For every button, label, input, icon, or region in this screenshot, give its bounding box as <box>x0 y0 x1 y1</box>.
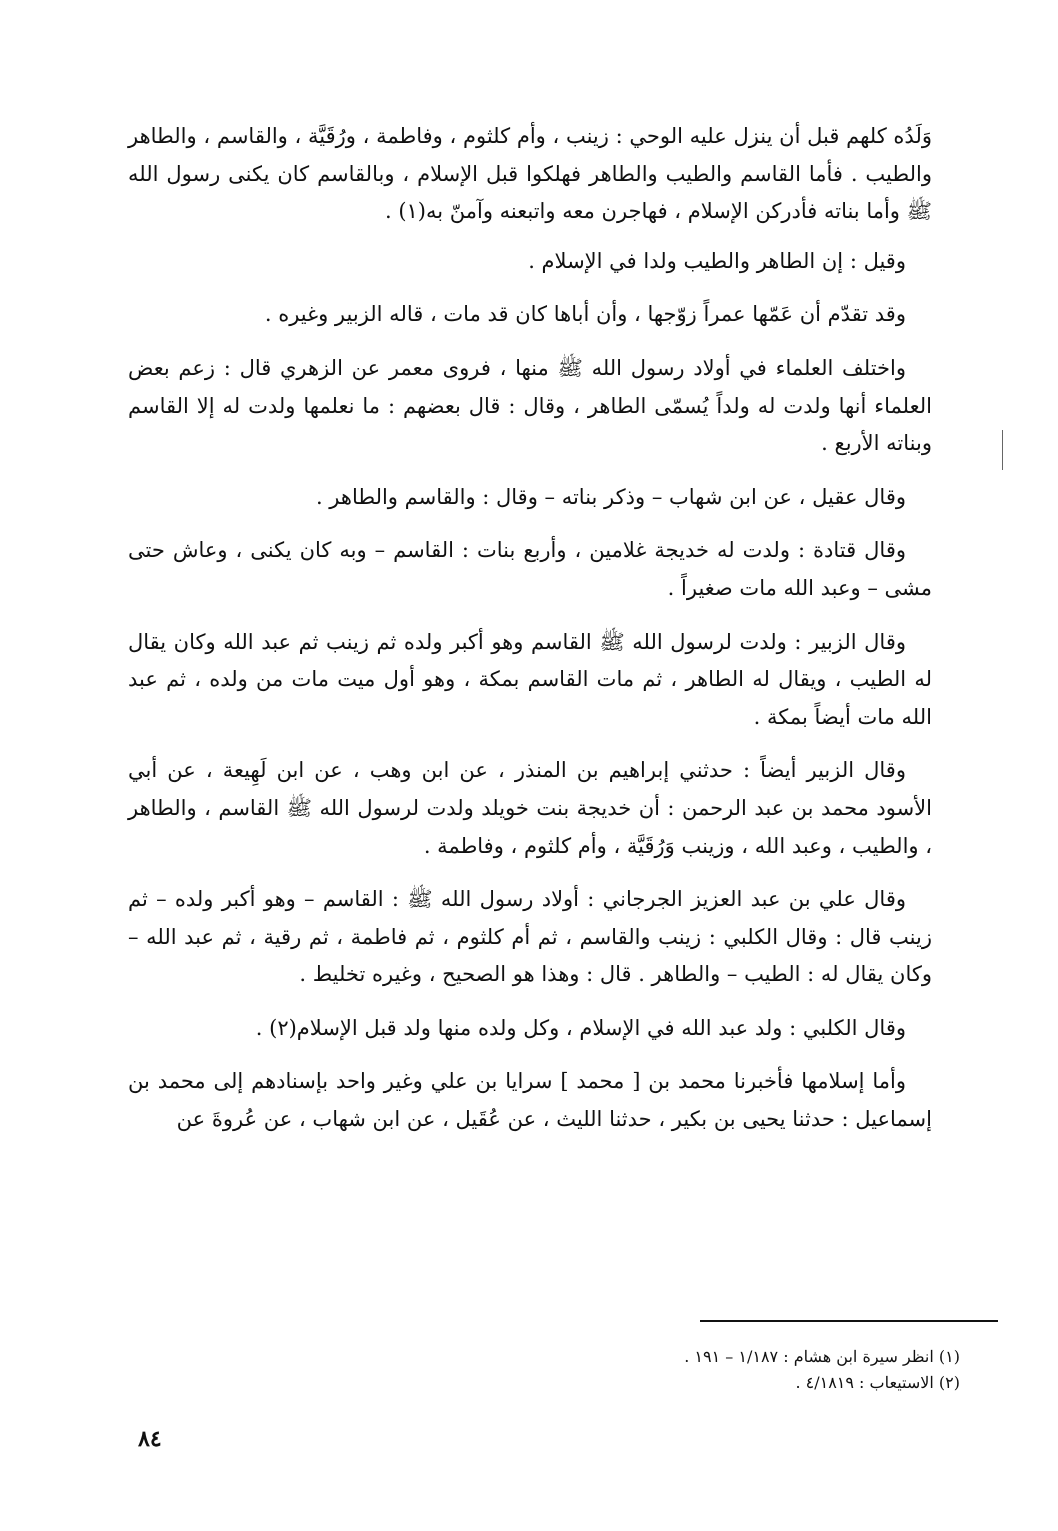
paragraph-9: وقال علي بن عبد العزيز الجرجاني : أولاد رسول الله ﷺ : القاسم – وهو أكبر ولده – ثم زينب قال : وقال الكلبي : زينب والقاسم ، ثم أم كلثوم ، ثم فاطمة ، ثم رقية ، ثم عبد الله – وكان يقال له : الطيب – والطاهر . قال : وهذا هو الصحيح ، وغيره تخليط . <box>128 887 932 987</box>
paragraph-10: وقال الكلبي : ولد عبد الله في الإسلام ، وكل ولده منها ولد قبل الإسلام(٢) . <box>255 1015 906 1040</box>
paragraph-8: وقال الزبير أيضاً : حدثني إبراهيم بن المنذر ، عن ابن وهب ، عن ابن لَهِيعة ، عن أبي الأسود محمد بن عبد الرحمن : أن خديجة بنت خويلد ولدت لرسول الله ﷺ القاسم ، والطاهر ، والطيب ، وعبد الله ، وزينب وَرُقَيَّة ، وأم كلثوم ، وفاطمة . <box>128 758 932 858</box>
margin-mark <box>1002 430 1003 470</box>
footnote-rule <box>700 1320 998 1322</box>
paragraph-5: وقال عقيل ، عن ابن شهاب – وذكر بناته – وقال : والقاسم والطاهر . <box>315 484 906 509</box>
footnote-2: (٢) الاستيعاب : ٤/١٨١٩ . <box>795 1373 960 1392</box>
paragraph-4: واختلف العلماء في أولاد رسول الله ﷺ منها ، فروى معمر عن الزهري قال : زعم بعض العلماء أنها ولدت له ولداً يُسمّى الطاهر ، وقال : قال بعضهم : ما نعلمها ولدت له إلا القاسم وبناته الأربع . <box>128 355 932 456</box>
main-text <box>128 118 932 1155</box>
page-number: ٨٤ <box>138 1426 162 1452</box>
paragraph-11: وأما إسلامها فأخبرنا محمد بن [ محمد ] سرايا بن علي وغير واحد بإسنادهم إلى محمد بن إسماعيل : حدثنا يحيى بن بكير ، حدثنا الليث ، عن عُقَيل ، عن ابن شهاب ، عن عُروةَ عن <box>128 1069 932 1132</box>
footnote-1: (١) انظر سيرة ابن هشام : ١/١٨٧ – ١٩١ . <box>684 1347 960 1366</box>
paragraph-7: وقال الزبير : ولدت لرسول الله ﷺ القاسم وهو أكبر ولده ثم زينب ثم عبد الله وكان يقال له الطيب ، ويقال له الطاهر ، ثم مات القاسم بمكة ، وهو أول ميت مات من ولده ، ثم عبد الله مات أيضاً بمكة . <box>128 629 932 729</box>
paragraph-6: وقال قتادة : ولدت له خديجة غلامين ، وأربع بنات : القاسم – وبه كان يكنى ، وعاش حتى مشى – وعبد الله مات صغيراً . <box>128 538 932 600</box>
paragraph-3: وقد تقدّم أن عَمّها عمراً زوّجها ، وأن أباها كان قد مات ، قاله الزبير وغيره . <box>264 302 906 327</box>
footnotes <box>560 1344 960 1396</box>
paragraph-1: وَلَدُه كلهم قبل أن ينزل عليه الوحي : زينب ، وأم كلثوم ، وفاطمة ، ورُقَيَّة ، والقاسم ، والطاهر والطيب . فأما القاسم والطيب والطاهر فهلكوا قبل الإسلام ، وبالقاسم كان يكنى رسول الله ﷺ وأما بناته فأدركن الإسلام ، فهاجرن معه واتبعنه وآمنّ به(١) . <box>128 124 932 224</box>
paragraph-2: وقيل : إن الطاهر والطيب ولدا في الإسلام . <box>528 248 906 273</box>
